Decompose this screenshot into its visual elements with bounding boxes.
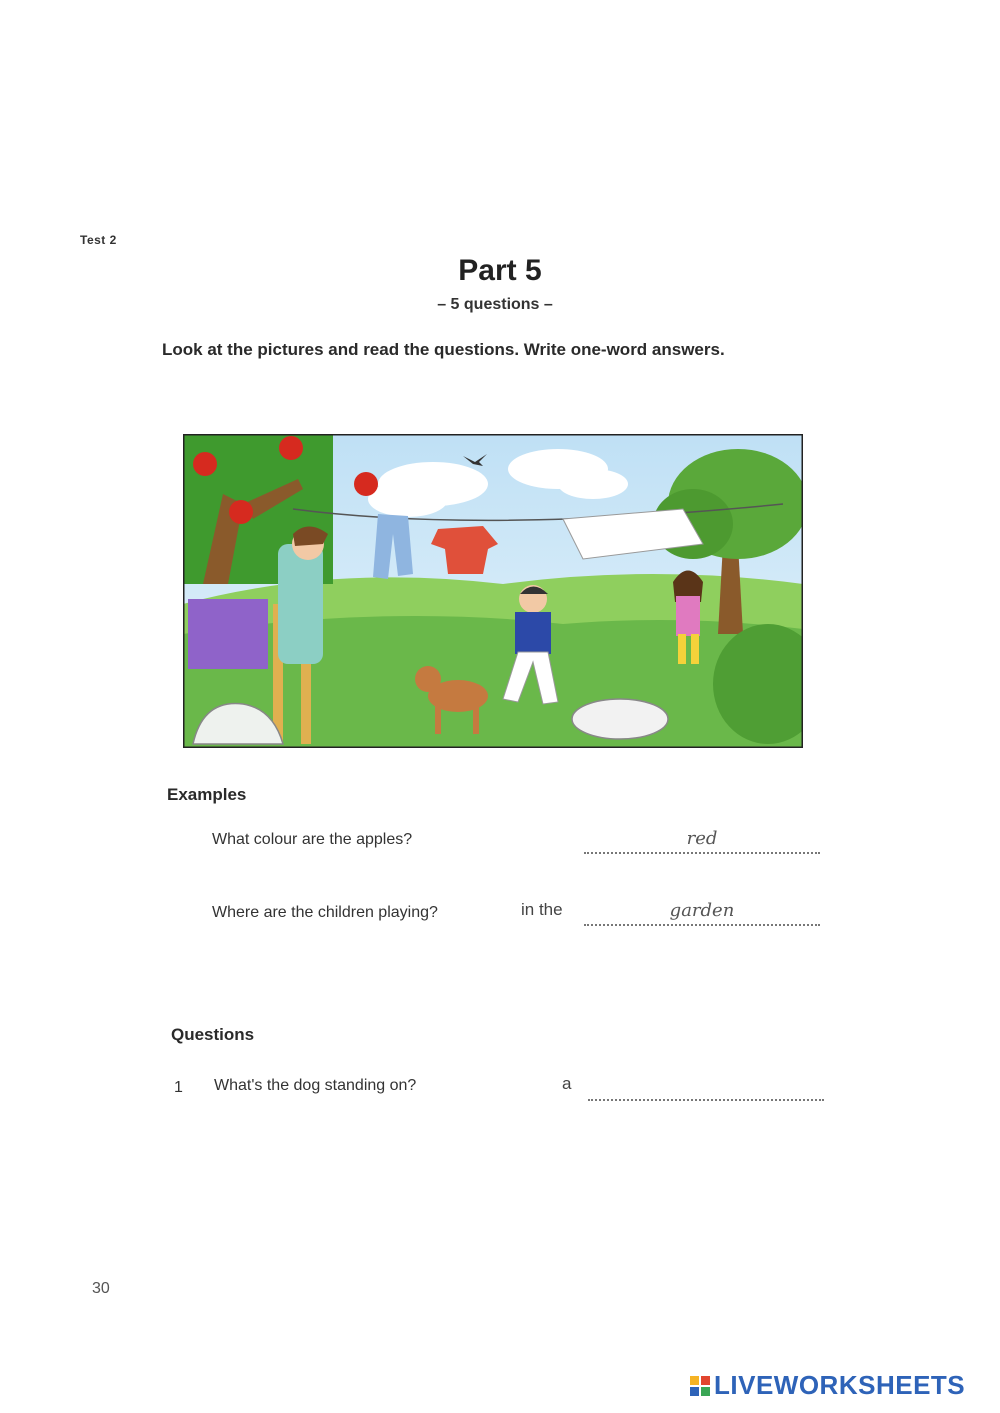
example-answer-2: garden — [584, 900, 820, 926]
liveworksheets-brand[interactable] — [690, 1370, 965, 1401]
round-table — [572, 699, 668, 739]
brand-text: LIVEWORKSHEETS — [714, 1370, 966, 1400]
garden-scene-illustration — [183, 434, 803, 748]
examples-heading: Examples — [167, 785, 247, 804]
answer-input-1[interactable] — [588, 1075, 824, 1101]
example-question-2: Where are the children playing? — [212, 904, 438, 921]
question-prefix-1: a — [562, 1074, 572, 1093]
question-text-1: What's the dog standing on? — [214, 1077, 417, 1094]
example-prefix-2: in the — [521, 900, 563, 919]
part-title: Part 5 — [458, 254, 542, 287]
apple-basket — [188, 599, 268, 669]
question-number-1: 1 — [174, 1079, 183, 1096]
example-answer-1: red — [584, 828, 820, 854]
questions-heading: Questions — [171, 1025, 255, 1044]
page-number: 30 — [92, 1280, 110, 1297]
liveworksheets-logo-icon — [690, 1376, 710, 1396]
instructions-text: Look at the pictures and read the questions. Write one-word answers. — [162, 340, 725, 359]
test-label: Test 2 — [80, 233, 117, 247]
example-question-1: What colour are the apples? — [212, 831, 413, 848]
part-subtitle: – 5 questions – — [437, 296, 553, 313]
